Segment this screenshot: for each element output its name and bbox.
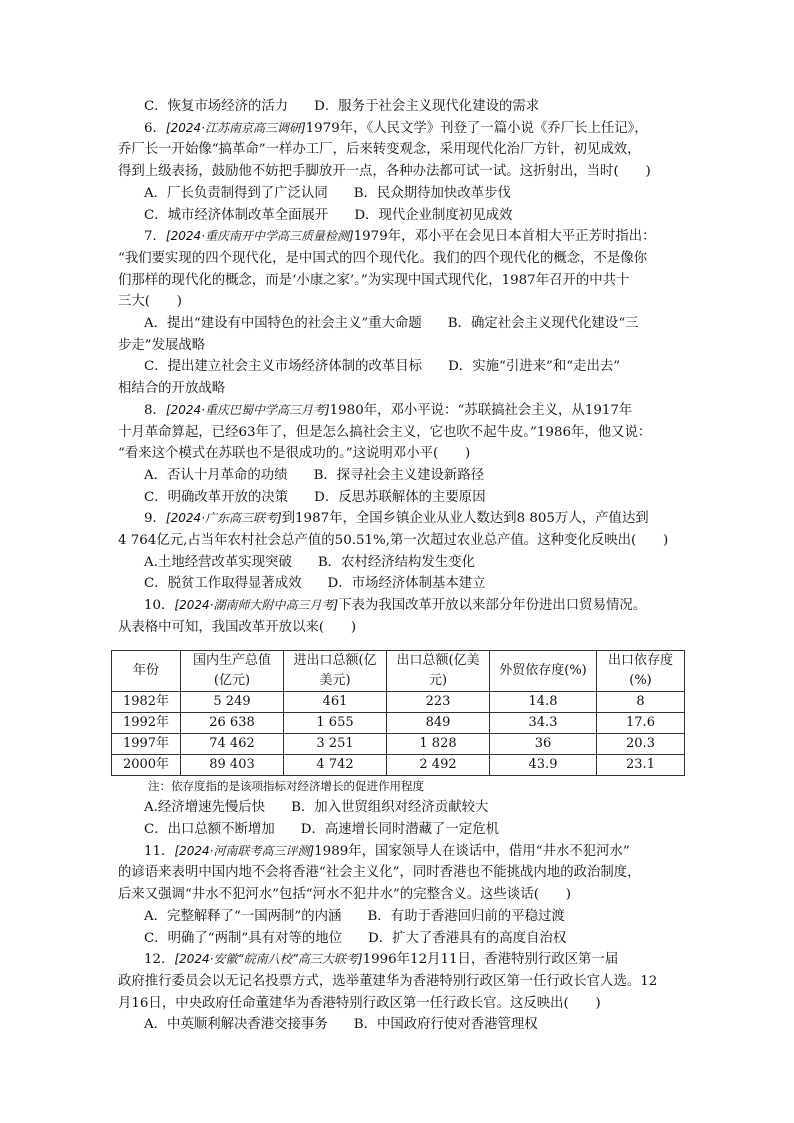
table-cell: 20.3 <box>597 733 685 754</box>
option-a: A.经济增速先慢后快 <box>144 800 266 816</box>
option-d: D．市场经济体制基本建立 <box>327 576 486 592</box>
option-c: C．城市经济体制改革全面展开 <box>144 207 329 223</box>
option-c: C．出口总额不断增加 <box>144 821 275 837</box>
option-d: D．实施“引进来”和“走出去” <box>448 359 621 375</box>
table-row <box>112 754 685 775</box>
table-header: 进出口总额(亿美元) <box>284 650 387 691</box>
table-cell: 2 492 <box>387 754 490 775</box>
table-cell: 1997年 <box>112 733 181 754</box>
question-11: 11．[2024·河南联考高三评测]1989年，国家领导人在谈话中，借用“井水不犯河水” <box>144 843 630 859</box>
question-text: 乔厂长一开始像“搞革命”一样办工厂，后来转变观念，采用现代化治厂方针，初见成效， <box>118 142 641 158</box>
option-d: D．反思苏联解体的主要原因 <box>314 489 486 505</box>
option-a: A．完整解释了“一国两制”的内涵 <box>144 908 342 924</box>
question-source: [2024·湖南师大附中高三月考] <box>174 598 339 613</box>
table-cell: 17.6 <box>597 712 685 733</box>
q8-options <box>118 465 688 487</box>
table-cell: 5 249 <box>181 691 284 712</box>
option-d: D．扩大了香港具有的高度自治权 <box>368 930 567 946</box>
option-b: B．民众期待加快改革步伐 <box>353 185 511 201</box>
option-c: C．明确了“两制”具有对等的地位 <box>144 930 343 946</box>
question-text: 得到上级表扬，鼓励他不妨把手脚放开一点，各种办法都可试一试。这折射出，当时( ) <box>118 164 651 180</box>
table-cell: 23.1 <box>597 754 685 775</box>
option-d: D．高速增长同时潜藏了一定危机 <box>300 821 499 837</box>
option-a: A.土地经营改革实现突破 <box>144 554 292 570</box>
table-cell: 223 <box>387 691 490 712</box>
table-cell: 36 <box>490 733 597 754</box>
question-source: [2024·重庆南开中学高三质量检测] <box>165 229 354 244</box>
table-header: 国内生产总值(亿元) <box>181 650 284 691</box>
option-c: C．提出建立社会主义市场经济体制的改革目标 <box>144 359 423 375</box>
question-text: 后来又强调“井水不犯河水”包括“河水不犯井水”的完整含义。这些谈话( ) <box>118 887 571 903</box>
table-cell: 89 403 <box>181 754 284 775</box>
table-cell: 1 655 <box>284 712 387 733</box>
table-cell: 3 251 <box>284 733 387 754</box>
q11-options <box>118 906 688 928</box>
question-source: [2024·江苏南京高三调研] <box>165 120 306 135</box>
question-9: 9．[2024·广东高三联考]到1987年，全国乡镇企业从业人数达到8 805万人，产值达到 <box>144 511 649 527</box>
option-d-cont: 相结合的开放战略 <box>118 381 226 397</box>
q12-options <box>118 1014 688 1036</box>
table-header: 出口总额(亿美元) <box>387 650 490 691</box>
option-b: B．农村经济结构发生变化 <box>317 554 475 570</box>
table-cell: 43.9 <box>490 754 597 775</box>
table-cell: 74 462 <box>181 733 284 754</box>
table-row <box>112 733 685 754</box>
q6-options <box>118 183 688 205</box>
option-b: B．加入世贸组织对经济贡献较大 <box>291 800 489 816</box>
question-text: 政府推行委员会以无记名投票方式，选举董建华为香港特别行政区第一任行政长官人选。12 <box>118 973 658 989</box>
table-cell: 8 <box>597 691 685 712</box>
option-d: D．现代企业制度初见成效 <box>354 207 513 223</box>
q7-options <box>118 356 688 378</box>
q7-options <box>118 313 688 335</box>
table-row <box>112 712 685 733</box>
question-source: [2024·河南联考高三评测] <box>174 843 315 858</box>
option-b: B．探寻社会主义建设新路径 <box>313 467 485 483</box>
table-cell: 461 <box>284 691 387 712</box>
option-c: C．明确改革开放的决策 <box>144 489 289 505</box>
option: D．服务于社会主义现代化建设的需求 <box>314 99 540 114</box>
table-header-row <box>112 650 685 691</box>
option-a: A．厂长负责制得到了广泛认同 <box>144 185 328 201</box>
question-text: 三大( ) <box>118 294 183 310</box>
table-row <box>112 691 685 712</box>
q10-options <box>118 819 688 841</box>
question-text: “看来这个模式在苏联也不是很成功的。”这说明邓小平( ) <box>118 446 471 462</box>
table-cell: 1 828 <box>387 733 490 754</box>
option-b: B．中国政府行使对香港管理权 <box>353 1017 538 1033</box>
q9-options <box>118 573 688 595</box>
question-7: 7．[2024·重庆南开中学高三质量检测]1979年，邓小平在会见日本首相大平正芳时指出： <box>144 229 656 245</box>
option-a: A．提出“建设有中国特色的社会主义”重大命题 <box>144 316 422 332</box>
option-a: A．中英顺利解决香港交接事务 <box>144 1017 328 1033</box>
question-8: 8．[2024·重庆巴蜀中学高三月考]1980年，邓小平说：“苏联搞社会主义，从1917年 <box>144 402 633 418</box>
table-cell: 849 <box>387 712 490 733</box>
question-source: [2024·广东高三联考] <box>165 511 282 526</box>
question-12: 12．[2024·安徽“皖南八校”高三大联考]1996年12月11日，香港特别行政区第一届 <box>144 952 619 968</box>
question-text: 们那样的现代化的概念，而是‘小康之家’。”为实现中国式现代化，1987年召开的中共十 <box>118 272 630 288</box>
table-cell: 1992年 <box>112 712 181 733</box>
question-text: 十月革命算起，已经63年了，但是怎么搞社会主义，它也吹不起牛皮。”1986年，他又说： <box>118 424 652 440</box>
table-cell: 34.3 <box>490 712 597 733</box>
table-header: 出口依存度(%) <box>597 650 685 691</box>
option-b: B．确定社会主义现代化建设“三 <box>447 316 639 332</box>
question-text: 月16日，中央政府任命董建华为香港特别行政区第一任行政长官。这反映出( ) <box>118 995 601 1011</box>
q8-options <box>118 487 688 509</box>
table-cell: 26 638 <box>181 712 284 733</box>
question-source: [2024·安徽“皖南八校”高三大联考] <box>174 952 363 967</box>
option: C．恢复市场经济的活力 <box>144 99 289 114</box>
option-a: A．否认十月革命的功绩 <box>144 467 288 483</box>
option-c: C．脱贫工作取得显著成效 <box>144 576 302 592</box>
q6-options <box>118 205 688 227</box>
question-text: 从表格中可知，我国改革开放以来( ) <box>118 619 357 635</box>
table-cell: 2000年 <box>112 754 181 775</box>
question-10: 10．[2024·湖南师大附中高三月考]下表为我国改革开放以来部分年份进出口贸易情况。 <box>144 598 647 614</box>
trade-table <box>111 650 685 776</box>
table-header: 外贸依存度(%) <box>490 650 597 691</box>
table-header: 年份 <box>112 650 181 691</box>
question-source: [2024·重庆巴蜀中学高三月考] <box>165 402 330 417</box>
table-cell: 14.8 <box>490 691 597 712</box>
table-cell: 1982年 <box>112 691 181 712</box>
q10-options <box>118 797 688 819</box>
question-text: 4 764亿元,占当年农村社会总产值的50.51%,第一次超过农业总产值。这种变化反映出( ) <box>118 533 669 549</box>
q9-options <box>118 552 688 574</box>
table-note: 注：依存度指的是该项指标对经济增长的促进作用程度 <box>148 778 424 793</box>
question-text: 的谚语来表明中国内地不会将香港“社会主义化”，同时香港也不能挑战内地的政治制度， <box>118 865 641 881</box>
option-b-cont: 步走”发展战略 <box>118 337 206 353</box>
question-page <box>118 96 688 1036</box>
question-6: 6．[2024·江苏南京高三调研]1979年，《人民文学》刊登了一篇小说《乔厂长上任记》， <box>144 120 648 136</box>
q11-options <box>118 928 688 950</box>
question-text: “我们要实现的四个现代化，是中国式的四个现代化。我们的四个现代化的概念，不是像你 <box>118 250 648 266</box>
table-cell: 4 742 <box>284 754 387 775</box>
option-b: B．有助于香港回归前的平稳过渡 <box>367 908 565 924</box>
q5-options <box>118 96 688 118</box>
